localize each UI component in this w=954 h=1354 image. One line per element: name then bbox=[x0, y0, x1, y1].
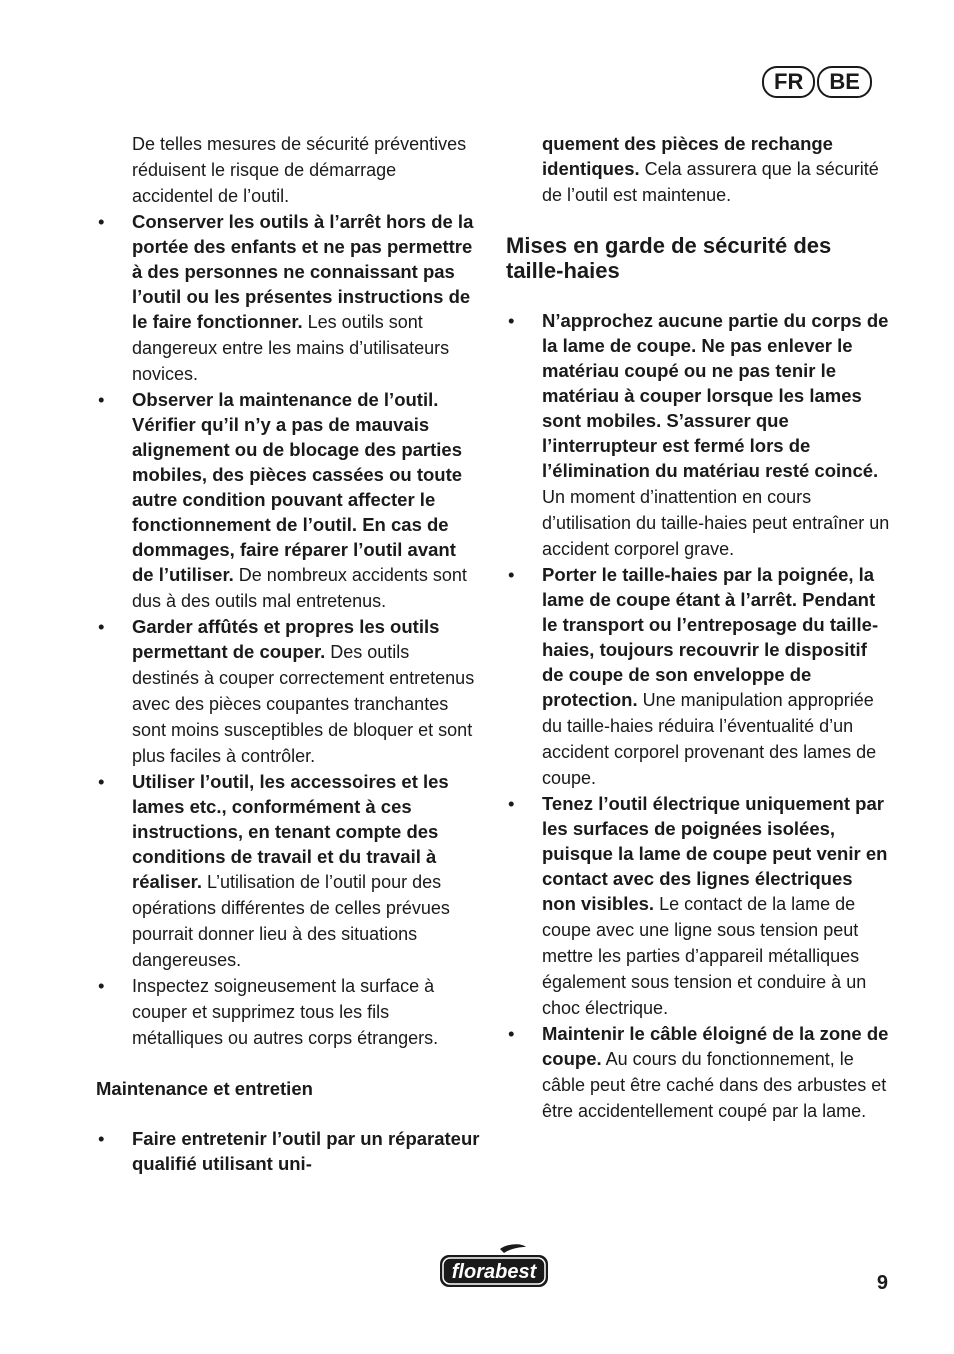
list-item: • Conserver les outils à l’arrêt hors de la portée des enfants et ne pas permettre à des personnes ne connaissant pas l’outil ou les présentes instructions de le faire fonctionner. Les outils sont dangereux entre les mains d’utilisateurs novices. bbox=[98, 211, 474, 384]
badge-fr: FR bbox=[762, 66, 815, 98]
list-item: • Maintenir le câble éloigné de la zone de coupe. Au cours du fonctionnement, le câble peut être caché dans des arbustes et être accidentellement coupé par la lame. bbox=[508, 1023, 889, 1121]
list-item: • Utiliser l’outil, les accessoires et les lames etc., conformément à ces instructions, en tenant compte des conditions de travail et du travail à réaliser. L’utilisation de l’outil pour des opérations différentes de celles prévues pourrait donner lieu à des situations dangereuses. bbox=[98, 771, 450, 970]
section-subheading: Maintenance et entretien bbox=[96, 1078, 313, 1099]
section-heading: Mises en garde de sécurité des taille-haies bbox=[506, 233, 832, 283]
svg-text:florabest: florabest bbox=[451, 1261, 537, 1283]
list-item: • N’approchez aucune partie du corps de la lame de coupe. Ne pas enlever le matériau coupé ou ne pas tenir le matériau à couper lorsque les lames sont mobiles. S’assurer que l’interrupteur est fermé lors de l’élimination du matériau resté coincé. Un moment d’inattention en cours d’utilisation du taille-haies peut entraîner un accident corporel grave. bbox=[508, 310, 890, 559]
list-item: • Porter le taille-haies par la poignée, la lame de coupe étant à l’arrêt. Pendant le transport ou l’entreposage du taille-haies, toujours recouvrir le dispositif de coupe de son enveloppe de protection. Une manipulation appropriée du taille-haies réduira l’éventualité d’un accident corporel provenant des lames de coupe. bbox=[508, 564, 879, 788]
paragraph-continuation: quement des pièces de rechange identiques. Cela assurera que la sécurité de l’outil est maintenue. bbox=[542, 133, 879, 205]
list-item: • Garder affûtés et propres les outils permettant de couper. Des outils destinés à couper correctement entretenus avec des pièces coupantes tranchantes sont moins susceptibles de bloquer et sont plus faciles à contrôler. bbox=[98, 616, 475, 766]
paragraph-continuation: De telles mesures de sécurité préventives réduisent le risque de démarrage accidentel de l’outil. bbox=[132, 134, 467, 206]
list-item: • Observer la maintenance de l’outil. Vérifier qu’il n’y a pas de mauvais alignement ou de blocage des parties mobiles, des pièces cassées ou toute autre condition pouvant affecter le fonctionnement de l’outil. En cas de dommages, faire réparer l’outil avant de l’utiliser. De nombreux accidents sont dus à des outils mal entretenus. bbox=[98, 389, 467, 611]
language-badges bbox=[762, 66, 872, 98]
left-column bbox=[96, 131, 481, 1176]
florabest-logo bbox=[438, 1243, 550, 1291]
page-number: 9 bbox=[876, 1272, 888, 1294]
right-column bbox=[506, 131, 891, 1124]
list-item: • Inspectez soigneusement la surface à couper et supprimez tous les fils métalliques ou autres corps étrangers. bbox=[98, 975, 439, 1048]
list-item: • Faire entretenir l’outil par un réparateur qualifié utilisant uni- bbox=[98, 1128, 480, 1174]
list-item: • Tenez l’outil électrique uniquement par les surfaces de poignées isolées, puisque la lame de coupe peut venir en contact avec des lignes électriques non visibles. Le contact de la lame de coupe avec une ligne sous tension peut mettre les parties d’appareil métalliques également sous tension et conduire à un choc électrique. bbox=[508, 793, 888, 1018]
badge-be: BE bbox=[817, 66, 872, 98]
